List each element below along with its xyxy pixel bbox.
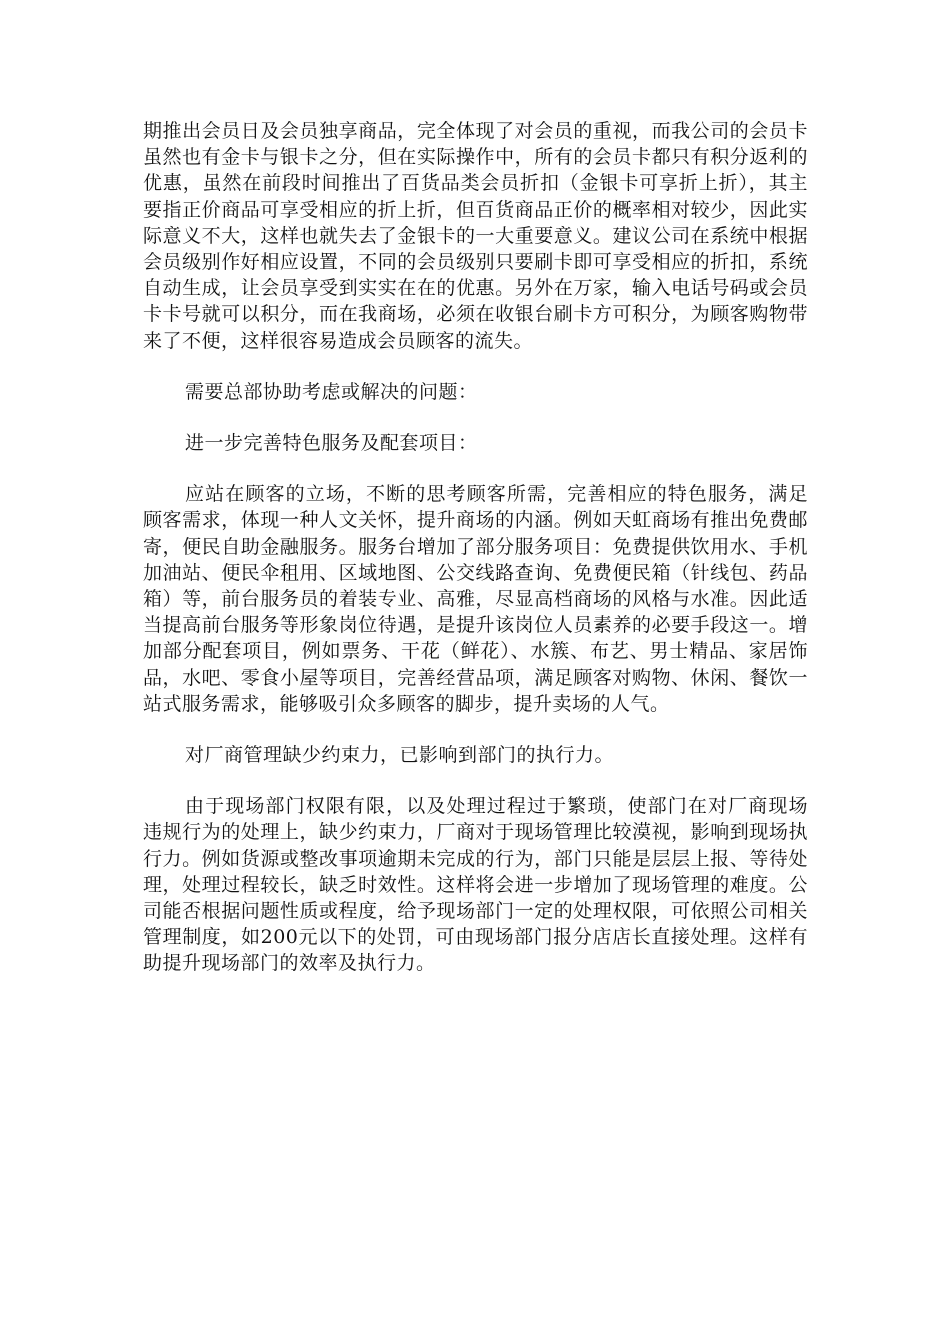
paragraph-gap — [143, 354, 808, 379]
paragraph-customer-services: 应站在顾客的立场，不断的思考顾客所需，完善相应的特色服务，满足顾客需求，体现一种人文关怀，提升商场的内涵。例如天虹商场有推出免费邮寄，便民自助金融服务。服务台增加了部分服务项目：免费提供饮用水、手机加油站、便民伞租用、区域地图、公交线路查询、免费便民箱（针线包、药品箱）等，前台服务员的着装专业、高雅，尽显高档商场的风格与水准。因此适当提高前台服务等形象岗位待遇，是提升该岗位人员素养的必要手段这一。增加部分配套项目，例如票务、干花（鲜花）、水簇、布艺、男士精品、家居饰品，水吧、零食小屋等项目，完善经营品项，满足顾客对购物、休闲、餐饮一站式服务需求，能够吸引众多顾客的脚步，提升卖场的人气。 — [143, 483, 808, 715]
paragraph-gap — [143, 456, 808, 481]
document-body — [143, 118, 808, 977]
paragraph-vendor-authority: 由于现场部门权限有限，以及处理过程过于繁琐，使部门在对厂商现场违规行为的处理上，缺少约束力，厂商对于现场管理比较漠视，影响到现场执行力。例如货源或整改事项逾期未完成的行为，部门只能是层层上报、等待处理，处理过程较长，缺乏时效性。这样将会进一步增加了现场管理的难度。公司能否根据问题性质或程度，给予现场部门一定的处理权限，可依照公司相关管理制度，如200元以下的处罚，可由现场部门报分店店长直接处理。这样有助提升现场部门的效率及执行力。 — [143, 795, 808, 975]
paragraph-gap — [143, 717, 808, 742]
heading-vendor-management: 对厂商管理缺少约束力，已影响到部门的执行力。 — [185, 744, 615, 767]
paragraph-gap — [143, 405, 808, 430]
paragraph-gap — [143, 768, 808, 793]
paragraph-membership-continuation: 期推出会员日及会员独享商品，完全体现了对会员的重视，而我公司的会员卡虽然也有金卡与银卡之分，但在实际操作中，所有的会员卡都只有积分返利的优惠，虽然在前段时间推出了百货品类会员折扣（金银卡可享折上折），其主要指正价商品可享受相应的折上折，但百货商品正价的概率相对较少，因此实际意义不大，这样也就失去了金银卡的一大重要意义。建议公司在系统中根据会员级别作好相应设置，不同的会员级别只要刷卡即可享受相应的折扣，系统自动生成，让会员享受到实实在在的优惠。另外在万家，输入电话号码或会员卡卡号就可以积分，而在我商场，必须在收银台刷卡方可积分，为顾客购物带来了不便，这样很容易造成会员顾客的流失。 — [143, 120, 808, 352]
heading-issues-for-headquarters: 需要总部协助考虑或解决的问题： — [185, 380, 478, 403]
heading-improve-services: 进一步完善特色服务及配套项目： — [185, 432, 478, 455]
